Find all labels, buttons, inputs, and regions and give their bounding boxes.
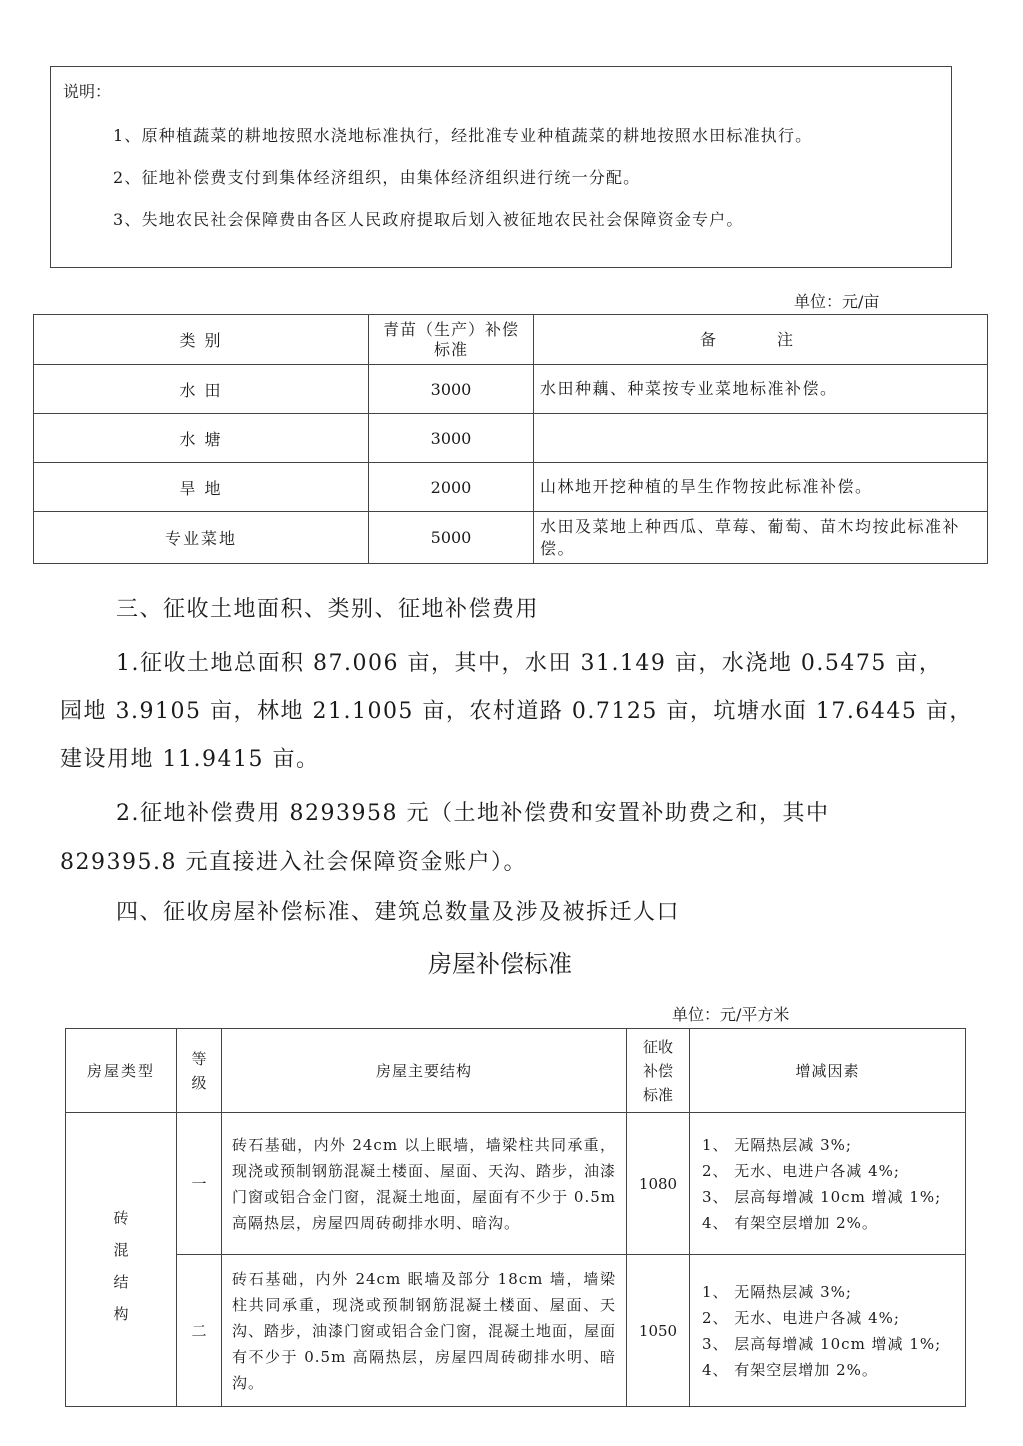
cell-remark: 水田及菜地上种西瓜、草莓、葡萄、苗木均按此标准补偿。 (534, 512, 988, 564)
section3-paragraph1-line3: 建设用地 11.9415 亩。 (60, 747, 320, 772)
note-item: 3、失地农民社会保障费由各区人民政府提取后划入被征地农民社会保障资金专户。 (113, 210, 744, 229)
cell-factors (690, 1255, 966, 1407)
house-table-title: 房屋补偿标准 (428, 950, 572, 978)
factor-item: 4、 有架空层增加 2%。 (702, 1360, 878, 1379)
header-factors: 增减因素 (690, 1029, 966, 1113)
cell-grade: 二 (177, 1255, 222, 1407)
header-grade-cell (177, 1029, 222, 1113)
header-house-type: 房屋类型 (66, 1029, 177, 1113)
cell-category: 专业菜地 (34, 512, 369, 564)
cell-standard: 1050 (627, 1255, 690, 1407)
factor-item: 4、 有架空层增加 2%。 (702, 1213, 878, 1232)
table-row (66, 1255, 966, 1407)
table-header-row (66, 1029, 966, 1113)
table-row (66, 1113, 966, 1255)
section3-paragraph2-line2: 829395.8 元直接进入社会保障资金账户）。 (60, 850, 527, 875)
cell-grade: 一 (177, 1113, 222, 1255)
cell-category: 水 田 (34, 365, 369, 414)
factor-item: 3、 层高每增减 10cm 增减 1%; (702, 1187, 942, 1206)
header-remark: 备 注 (534, 315, 988, 365)
header-structure: 房屋主要结构 (222, 1029, 627, 1113)
notes-title: 说明： (63, 82, 112, 101)
crop-table-unit: 单位：元/亩 (794, 292, 880, 311)
house-type: 砖混结构 (113, 1209, 131, 1323)
factor-item: 3、 层高每增减 10cm 增减 1%; (702, 1334, 942, 1353)
cell-standard: 3000 (369, 365, 534, 414)
section3-paragraph1-line1: 1.征收土地总面积 87.006 亩，其中，水田 31.149 亩，水浇地 0.5475 亩， (116, 651, 943, 676)
section4-heading: 四、征收房屋补偿标准、建筑总数量及涉及被拆迁人口 (116, 900, 681, 925)
cell-remark (534, 414, 988, 463)
header-standard-cell (627, 1029, 690, 1113)
table-row (34, 463, 988, 512)
cell-standard: 1080 (627, 1113, 690, 1255)
cell-structure: 砖石基础，内外 24cm 眠墙及部分 18cm 墙，墙梁柱共同承重，现浇或预制钢筋混凝土楼面、屋面、天沟、踏步，油漆门窗或铝合金门窗，混凝土地面，屋面有不少于 0.5m 高隔热层，房屋四周砖砌排水明、暗沟。 (222, 1255, 627, 1407)
notes-box (50, 66, 952, 268)
factor-item: 1、 无隔热层减 3%; (702, 1135, 852, 1154)
cell-factors (690, 1113, 966, 1255)
table-row (34, 365, 988, 414)
cell-category: 水 塘 (34, 414, 369, 463)
header-category: 类 别 (34, 315, 369, 365)
factor-item: 2、 无水、电进户各减 4%; (702, 1161, 900, 1180)
section3-paragraph2-line1: 2.征地补偿费用 8293958 元（土地补偿费和安置补助费之和，其中 (116, 801, 830, 826)
factor-item: 2、 无水、电进户各减 4%; (702, 1308, 900, 1327)
note-item: 1、原种植蔬菜的耕地按照水浇地标准执行，经批准专业种植蔬菜的耕地按照水田标准执行。 (113, 126, 813, 145)
house-type-cell (66, 1113, 177, 1407)
table-header-row (34, 315, 988, 365)
cell-standard: 2000 (369, 463, 534, 512)
table-row (34, 414, 988, 463)
note-item: 2、征地补偿费支付到集体经济组织，由集体经济组织进行统一分配。 (113, 168, 641, 187)
house-table-unit: 单位：元/平方米 (672, 1005, 790, 1024)
section3-heading: 三、征收土地面积、类别、征地补偿费用 (116, 597, 540, 622)
header-standard: 青苗（生产）补偿标准 (369, 315, 534, 365)
house-compensation-table (65, 1028, 966, 1407)
section3-paragraph1-line2: 园地 3.9105 亩，林地 21.1005 亩，农村道路 0.7125 亩，坑塘水面 17.6445 亩， (60, 699, 973, 724)
cell-standard: 3000 (369, 414, 534, 463)
cell-category: 旱 地 (34, 463, 369, 512)
factor-item: 1、 无隔热层减 3%; (702, 1282, 852, 1301)
header-standard: 征收补偿标准 (642, 1037, 673, 1104)
cell-remark: 山林地开挖种植的旱生作物按此标准补偿。 (534, 463, 988, 512)
cell-remark: 水田种藕、种菜按专业菜地标准补偿。 (534, 365, 988, 414)
header-grade: 等级 (191, 1049, 207, 1092)
crop-compensation-table (33, 314, 988, 564)
cell-structure: 砖石基础，内外 24cm 以上眠墙，墙梁柱共同承重，现浇或预制钢筋混凝土楼面、屋面、天沟、踏步，油漆门窗或铝合金门窗，混凝土地面，屋面有不少于 0.5m 高隔热层，房屋四周砖砌排水明、暗沟。 (222, 1113, 627, 1255)
cell-standard: 5000 (369, 512, 534, 564)
table-row (34, 512, 988, 564)
